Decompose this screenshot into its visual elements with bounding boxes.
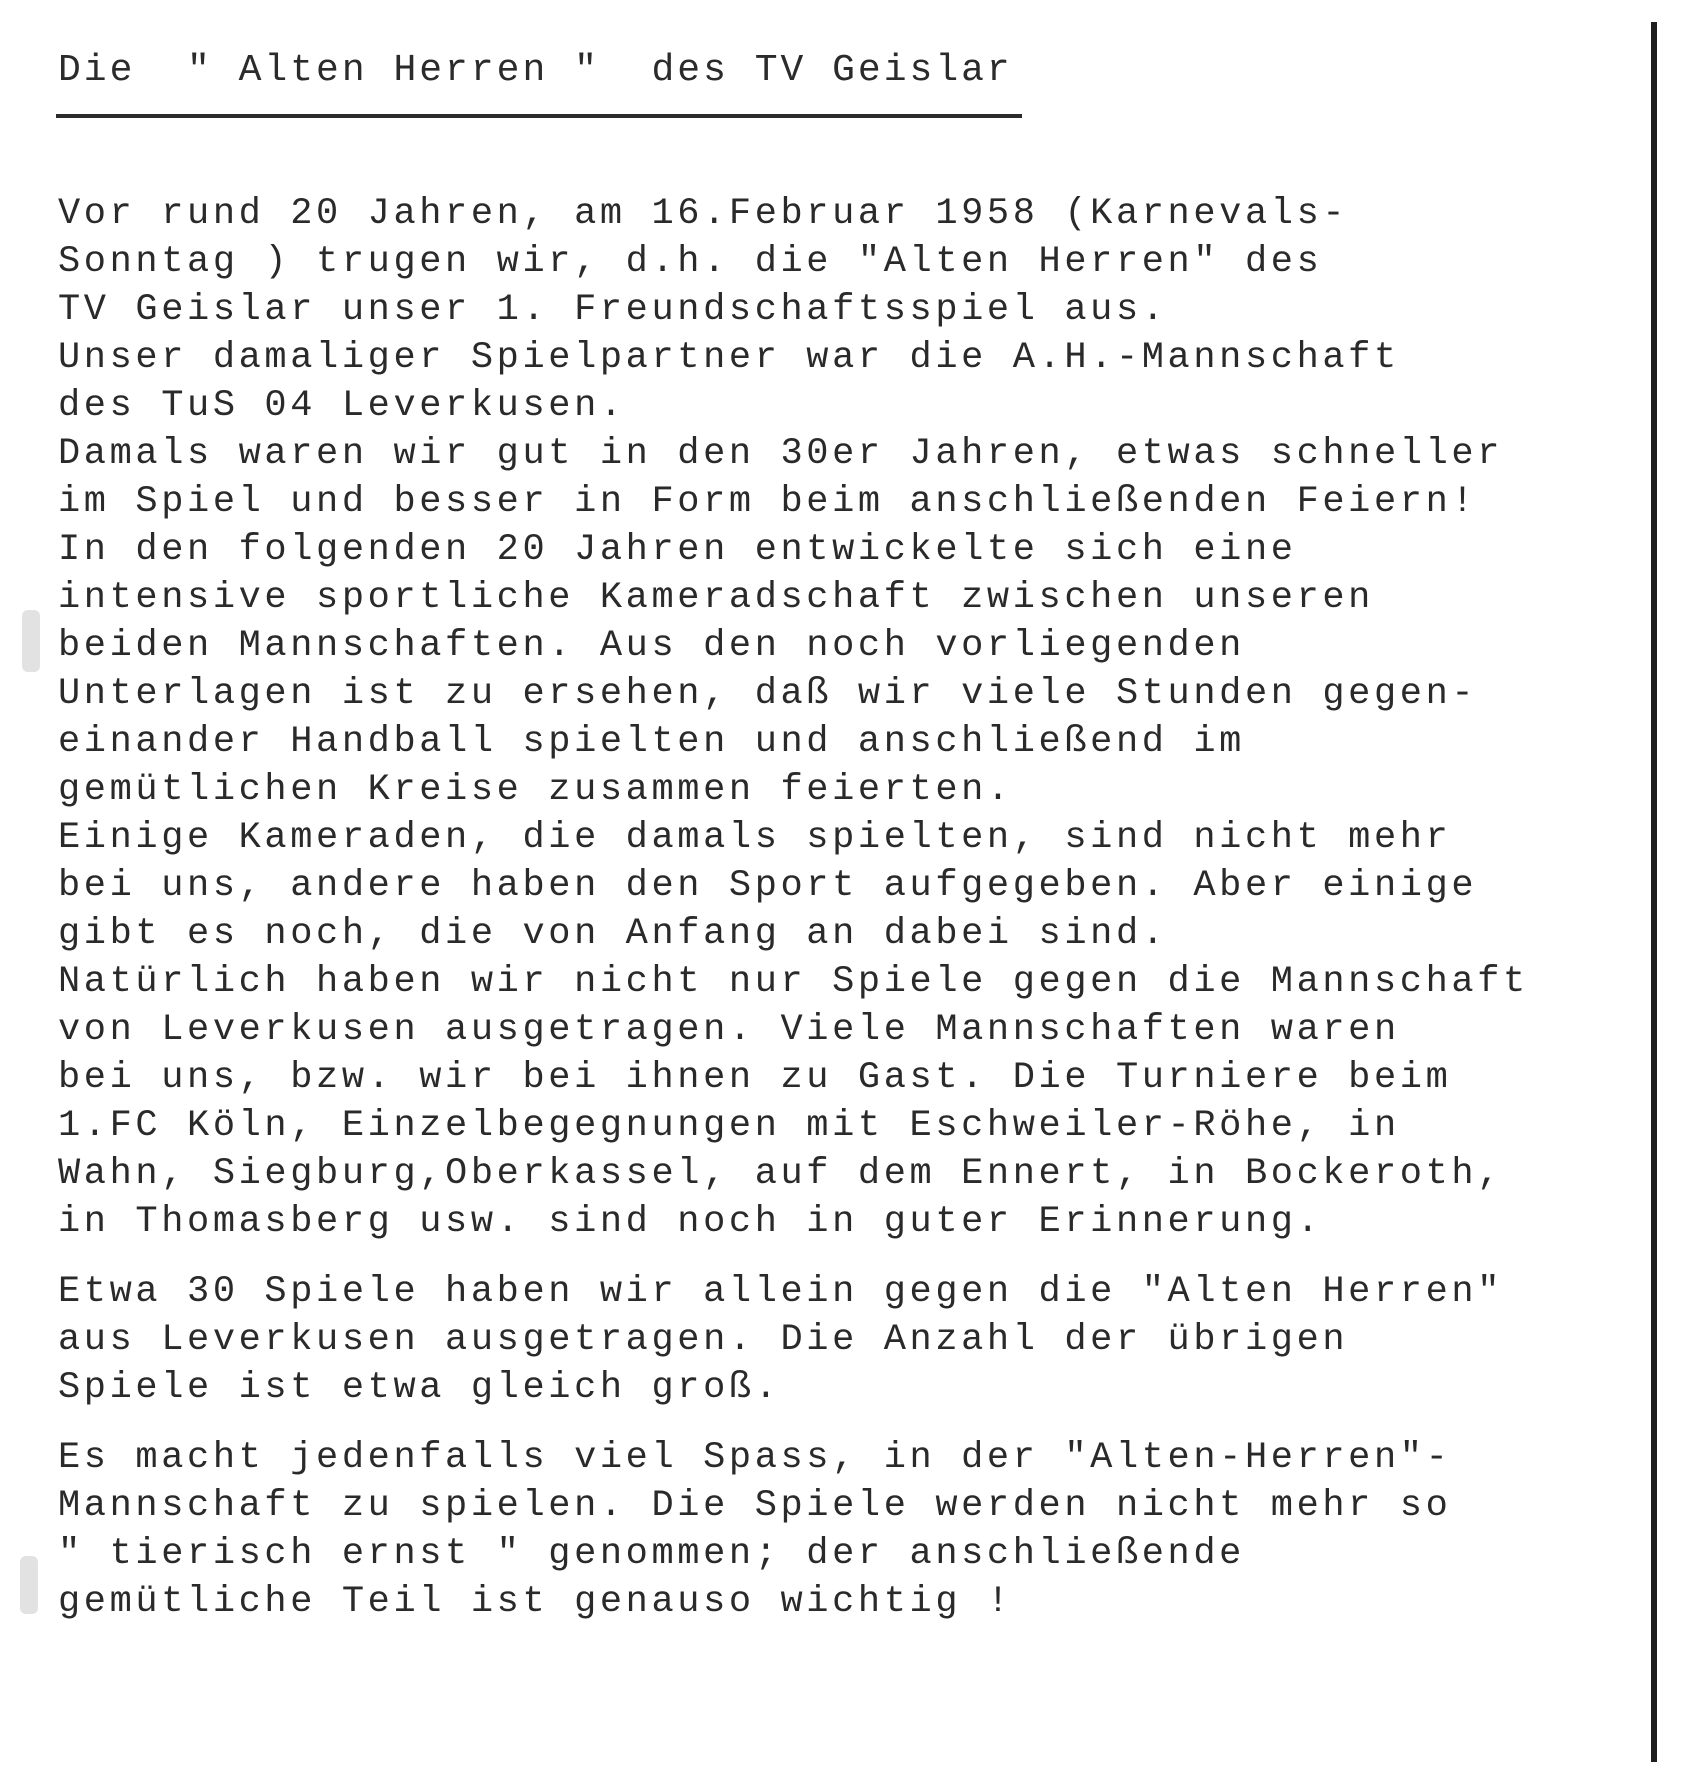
text-line: Es macht jedenfalls viel Spass, in der "Alten-Herren"- bbox=[58, 1437, 1452, 1479]
text-line: intensive sportliche Kameradschaft zwischen unseren bbox=[58, 577, 1374, 619]
punch-hole-mark bbox=[22, 610, 40, 672]
text-line: Natürlich haben wir nicht nur Spiele gegen die Mannschaft bbox=[58, 961, 1529, 1003]
text-line: Damals waren wir gut in den 30er Jahren, etwas schneller bbox=[58, 433, 1504, 475]
text-line: von Leverkusen ausgetragen. Viele Mannschaften waren bbox=[58, 1009, 1400, 1051]
text-line: Unser damaliger Spielpartner war die A.H.-Mannschaft bbox=[58, 337, 1400, 379]
paragraph bbox=[58, 1268, 1638, 1412]
text-line: Unterlagen ist zu ersehen, daß wir viele Stunden gegen- bbox=[58, 673, 1478, 715]
text-line: im Spiel und besser in Form beim anschließenden Feiern! bbox=[58, 481, 1478, 523]
paragraph bbox=[58, 1434, 1638, 1626]
text-line: gemütlichen Kreise zusammen feierten. bbox=[58, 769, 1013, 811]
text-line: aus Leverkusen ausgetragen. Die Anzahl der übrigen bbox=[58, 1319, 1349, 1361]
text-line: Mannschaft zu spielen. Die Spiele werden nicht mehr so bbox=[58, 1485, 1452, 1527]
text-line: einander Handball spielten und anschließend im bbox=[58, 721, 1245, 763]
text-line: des TuS 04 Leverkusen. bbox=[58, 385, 626, 427]
punch-hole-mark bbox=[20, 1556, 38, 1614]
text-line: Etwa 30 Spiele haben wir allein gegen die "Alten Herren" bbox=[58, 1271, 1504, 1313]
text-line: Spiele ist etwa gleich groß. bbox=[58, 1367, 781, 1409]
text-line: bei uns, andere haben den Sport aufgegeben. Aber einige bbox=[58, 865, 1478, 907]
document-body bbox=[58, 190, 1638, 1626]
text-line: " tierisch ernst " genommen; der anschließende bbox=[58, 1533, 1245, 1575]
text-line: TV Geislar unser 1. Freundschaftsspiel aus. bbox=[58, 289, 1168, 331]
text-line: bei uns, bzw. wir bei ihnen zu Gast. Die Turniere beim bbox=[58, 1057, 1452, 1099]
text-line: Einige Kameraden, die damals spielten, sind nicht mehr bbox=[58, 817, 1452, 859]
paragraph bbox=[58, 190, 1638, 1246]
text-line: gibt es noch, die von Anfang an dabei sind. bbox=[58, 913, 1168, 955]
title-underline bbox=[56, 114, 1022, 118]
text-line: Wahn, Siegburg,Oberkassel, auf dem Ennert, in Bockeroth, bbox=[58, 1153, 1504, 1195]
document-title: Die " Alten Herren " des TV Geislar bbox=[58, 49, 1013, 92]
text-line: In den folgenden 20 Jahren entwickelte sich eine bbox=[58, 529, 1297, 571]
text-line: Vor rund 20 Jahren, am 16.Februar 1958 (Karnevals- bbox=[58, 193, 1349, 235]
text-line: beiden Mannschaften. Aus den noch vorliegenden bbox=[58, 625, 1245, 667]
text-line: gemütliche Teil ist genauso wichtig ! bbox=[58, 1581, 1013, 1623]
text-line: Sonntag ) trugen wir, d.h. die "Alten Herren" des bbox=[58, 241, 1323, 283]
text-line: 1.FC Köln, Einzelbegegnungen mit Eschweiler-Röhe, in bbox=[58, 1105, 1400, 1147]
text-line: in Thomasberg usw. sind noch in guter Erinnerung. bbox=[58, 1201, 1323, 1243]
page-edge-rule bbox=[1651, 22, 1657, 1762]
